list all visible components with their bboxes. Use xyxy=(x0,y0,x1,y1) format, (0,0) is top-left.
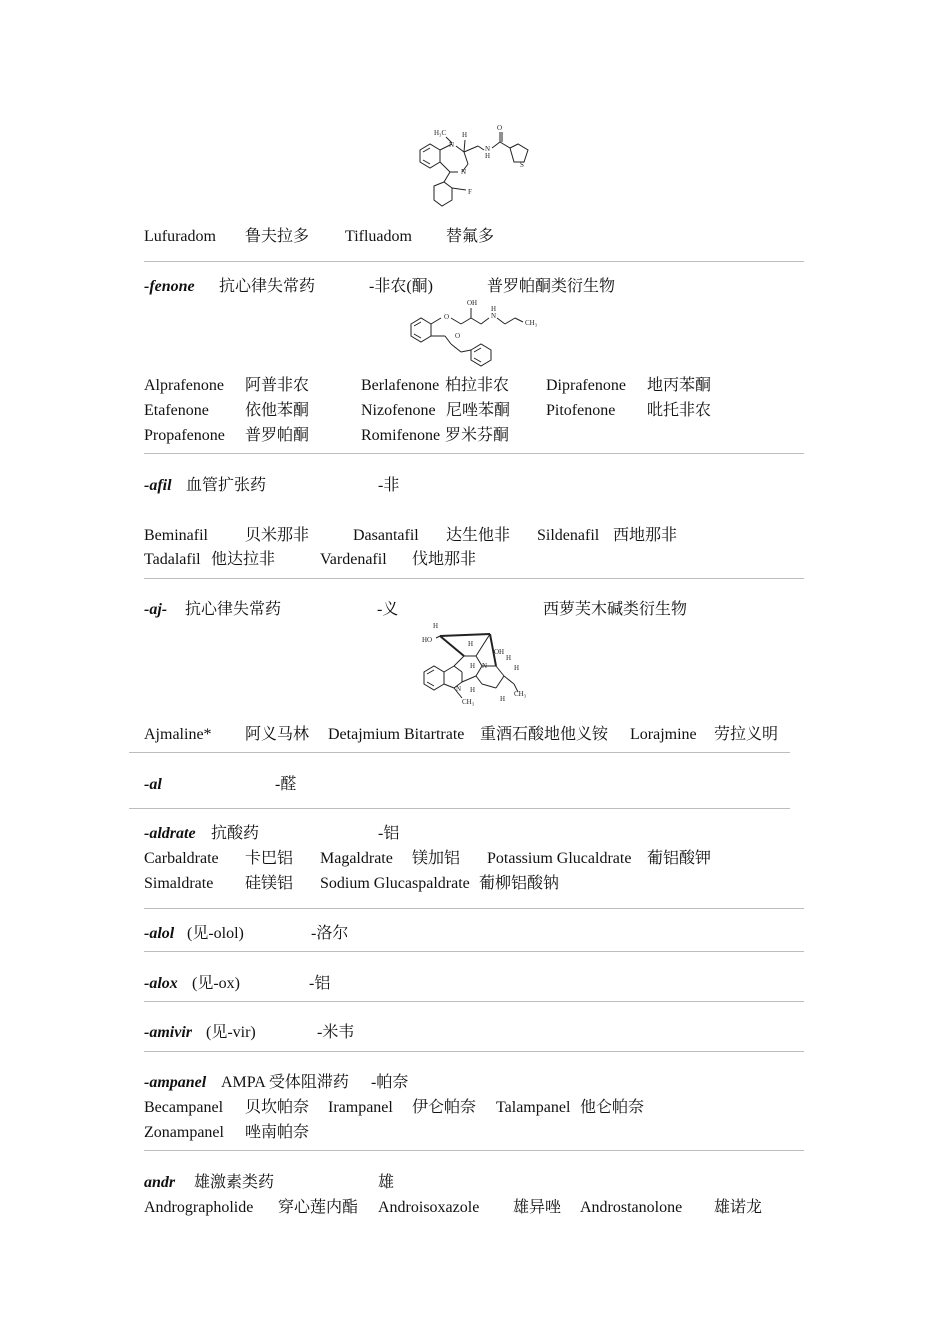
tifluadom-label: H xyxy=(485,152,491,160)
stem-cn: -铝 xyxy=(378,825,400,842)
propafenone-label: O xyxy=(455,332,461,340)
section-divider xyxy=(129,808,790,809)
drug-name-cn: 雄诺龙 xyxy=(714,1199,763,1216)
drug-name-en: Zonampanel xyxy=(144,1124,224,1141)
drug-name-en: Simaldrate xyxy=(144,875,214,892)
ajmaline-label: CH₃ xyxy=(462,698,475,706)
tifluadom-label: H xyxy=(462,131,468,139)
stem-class: 血管扩张药 xyxy=(186,477,267,494)
ajmaline-label: N xyxy=(482,662,488,670)
stem-cn: -洛尔 xyxy=(311,925,349,942)
drug-name-cn: 地丙苯酮 xyxy=(647,377,712,394)
drug-name-en: Andrographolide xyxy=(144,1199,254,1216)
stem-cn: 雄 xyxy=(378,1174,395,1191)
drug-name-en: Ajmaline* xyxy=(144,726,212,743)
stem-heading: -afil xyxy=(144,477,172,494)
tifluadom-label: O xyxy=(497,124,503,132)
section-divider xyxy=(144,1001,804,1002)
stem-heading: -fenone xyxy=(144,278,195,295)
drug-name-cn: 罗米芬酮 xyxy=(445,427,510,444)
propafenone-label: O xyxy=(444,313,450,321)
ajmaline-label: H xyxy=(514,664,520,672)
drug-name-cn: 硅镁铝 xyxy=(245,875,294,892)
drug-name-cn: 贝米那非 xyxy=(245,527,310,544)
drug-name-cn: 伊仑帕奈 xyxy=(412,1099,477,1116)
ajmaline-label: N xyxy=(456,685,462,693)
drug-name-en: Sildenafil xyxy=(537,527,600,544)
drug-name-en: Nizofenone xyxy=(361,402,436,419)
drug-name-en: Irampanel xyxy=(328,1099,393,1116)
drug-name-cn: 穿心莲内酯 xyxy=(278,1199,359,1216)
section-divider xyxy=(129,752,790,753)
drug-name-cn: 唑南帕奈 xyxy=(245,1124,310,1141)
drug-name-en: Carbaldrate xyxy=(144,850,219,867)
drug-name-en: Androstanolone xyxy=(580,1199,683,1216)
drug-name-en: Etafenone xyxy=(144,402,209,419)
ajmaline-structure xyxy=(418,620,538,710)
drug-name-cn: 雄异唑 xyxy=(513,1199,562,1216)
drug-name-en: Romifenone xyxy=(361,427,441,444)
tifluadom-label: N xyxy=(449,141,455,149)
drug-name-en: Tifluadom xyxy=(345,228,412,245)
stem-note: 西萝芙木碱类衍生物 xyxy=(543,601,688,618)
stem-heading: -al xyxy=(144,776,162,793)
drug-name-cn: 吡托非农 xyxy=(647,402,712,419)
propafenone-label: H xyxy=(491,305,497,313)
drug-name-en: Lorajmine xyxy=(630,726,697,743)
ajmaline-label: CH₃ xyxy=(514,690,527,698)
ajmaline-label: H xyxy=(470,662,476,670)
drug-name-en: Diprafenone xyxy=(546,377,626,394)
ajmaline-label: H xyxy=(500,695,506,703)
drug-name-cn: 劳拉义明 xyxy=(714,726,779,743)
drug-name-cn: 他仑帕奈 xyxy=(580,1099,645,1116)
stem-heading: -alox xyxy=(144,975,178,992)
section-divider xyxy=(144,578,804,579)
drug-name-en: Talampanel xyxy=(496,1099,571,1116)
stem-heading: -alol xyxy=(144,925,175,942)
ajmaline-label: H xyxy=(470,686,476,694)
stem-class: 雄激素类药 xyxy=(194,1174,275,1191)
drug-name-en: Propafenone xyxy=(144,427,225,444)
drug-name-cn: 镁加铝 xyxy=(412,850,461,867)
drug-name-cn: 替氟多 xyxy=(446,228,495,245)
stem-cn: -铝 xyxy=(309,975,331,992)
tifluadom-label: H₃C xyxy=(434,129,447,137)
tifluadom-label: F xyxy=(468,188,472,196)
ajmaline-label: HO xyxy=(422,636,433,644)
stem-cn: -米韦 xyxy=(317,1024,355,1041)
stem-cn: -义 xyxy=(377,601,399,618)
stem-cn: -醛 xyxy=(275,776,297,793)
stem-class: AMPA 受体阻滞药 xyxy=(221,1074,349,1091)
tifluadom-label: N xyxy=(485,145,491,153)
propafenone-label: N xyxy=(491,312,497,320)
stem-heading: -ampanel xyxy=(144,1074,207,1091)
stem-heading: -aldrate xyxy=(144,825,196,842)
drug-name-cn: 阿普非农 xyxy=(245,377,310,394)
section-divider xyxy=(144,908,804,909)
section-divider xyxy=(144,1051,804,1052)
stem-class: 抗心律失常药 xyxy=(219,278,316,295)
section-divider xyxy=(144,261,804,262)
drug-name-en: Pitofenone xyxy=(546,402,616,419)
drug-name-cn: 依他苯酮 xyxy=(245,402,310,419)
stem-class: 抗酸药 xyxy=(211,825,260,842)
drug-name-en: Sodium Glucaspaldrate xyxy=(320,875,470,892)
stem-class: 抗心律失常药 xyxy=(185,601,282,618)
drug-name-en: Beminafil xyxy=(144,527,208,544)
section-divider xyxy=(144,951,804,952)
stem-heading: -amivir xyxy=(144,1024,192,1041)
drug-name-en: Becampanel xyxy=(144,1099,224,1116)
drug-name-cn: 柏拉非农 xyxy=(445,377,510,394)
ajmaline-label: H xyxy=(506,654,512,662)
drug-name-cn: 阿义马林 xyxy=(245,726,310,743)
drug-name-en: Alprafenone xyxy=(144,377,224,394)
drug-name-cn: 葡铝酸钾 xyxy=(647,850,712,867)
drug-name-en: Vardenafil xyxy=(320,551,387,568)
drug-name-en: Berlafenone xyxy=(361,377,440,394)
drug-name-cn: 贝坎帕奈 xyxy=(245,1099,310,1116)
tifluadom-label: N xyxy=(461,168,467,176)
drug-name-cn: 普罗帕酮 xyxy=(245,427,310,444)
propafenone-label: OH xyxy=(467,299,478,307)
drug-name-cn: 葡柳铝酸钠 xyxy=(479,875,560,892)
ajmaline-label: H xyxy=(468,640,474,648)
stem-heading: andr xyxy=(144,1174,176,1191)
stem-cn: -非农(酮) xyxy=(369,278,433,295)
drug-name-cn: 鲁夫拉多 xyxy=(245,228,310,245)
drug-name-cn: 西地那非 xyxy=(613,527,678,544)
drug-name-en: Potassium Glucaldrate xyxy=(487,850,632,867)
drug-name-cn: 达生他非 xyxy=(446,527,511,544)
drug-name-en: Lufuradom xyxy=(144,228,216,245)
drug-name-cn: 卡巴铝 xyxy=(245,850,294,867)
drug-name-en: Dasantafil xyxy=(353,527,419,544)
stem-see: (见-olol) xyxy=(187,925,244,942)
drug-name-cn: 他达拉非 xyxy=(211,551,276,568)
drug-name-cn: 尼唑苯酮 xyxy=(446,402,511,419)
stem-note: 普罗帕酮类衍生物 xyxy=(487,278,616,295)
drug-name-en: Androisoxazole xyxy=(378,1199,480,1216)
drug-name-cn: 伐地那非 xyxy=(412,551,477,568)
drug-name-en: Tadalafil xyxy=(144,551,201,568)
tifluadom-label: S xyxy=(520,161,524,169)
drug-name-en: Detajmium Bitartrate xyxy=(328,726,465,743)
drug-name-cn: 重酒石酸地他义铵 xyxy=(480,726,609,743)
drug-name-en: Magaldrate xyxy=(320,850,393,867)
stem-see: (见-vir) xyxy=(206,1024,256,1041)
section-divider xyxy=(144,453,804,454)
section-divider xyxy=(144,1150,804,1151)
stem-heading: -aj- xyxy=(144,601,168,618)
stem-cn: -非 xyxy=(378,477,400,494)
stem-see: (见-ox) xyxy=(192,975,240,992)
ajmaline-label: OH xyxy=(494,648,505,656)
ajmaline-label: H xyxy=(433,622,439,630)
tifluadom-structure xyxy=(412,122,542,217)
propafenone-label: CH₃ xyxy=(525,319,538,327)
propafenone-structure xyxy=(405,296,555,368)
stem-cn: -帕奈 xyxy=(371,1074,409,1091)
